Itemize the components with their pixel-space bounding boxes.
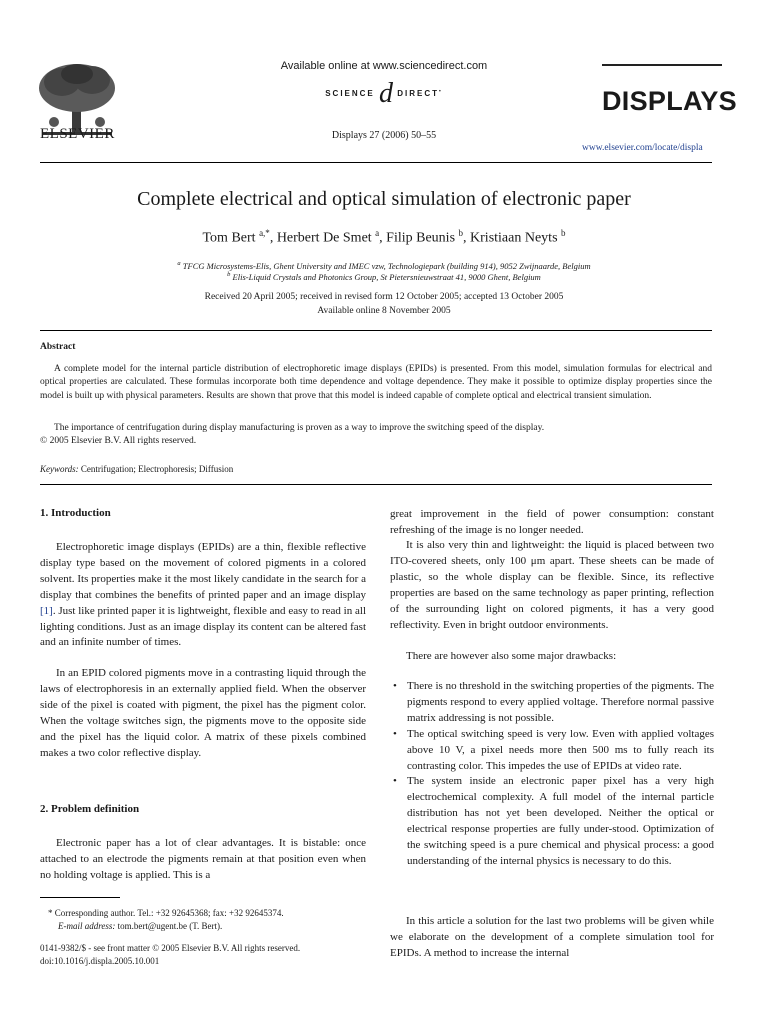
affiliation-text: TFCG Microsystems-Elis, Ghent University and IMEC vzw, Technologiepark (building 914), 9052 Zwijnaarde, Belgium	[182, 260, 591, 271]
email-label: E-mail address:	[58, 921, 116, 931]
abstract-divider	[40, 484, 712, 485]
publisher-name: ELSEVIER	[40, 126, 115, 142]
paragraph-text: great improvement in the field of power consumption: constant refreshing of the image is no longer needed.	[390, 508, 714, 536]
section-heading-problem-definition: 2. Problem definition	[40, 803, 140, 815]
keywords	[40, 464, 233, 474]
author-name: Herbert De Smet	[276, 230, 372, 246]
abstract-heading: Abstract	[40, 342, 76, 352]
list-item-text: The optical switching speed is very low. Even with applied voltages above 10 V, a pixel needs more then 500 ms to fully reach its contrasting color. This impedes the use of EPIDs at video rate.	[407, 727, 714, 772]
affiliation-text: Elis-Liquid Crystals and Photonics Group, St Pietersnieuwstraat 41, 9000 Ghent, Belgium	[232, 271, 541, 282]
sciencedirect-left: SCIENCE	[325, 89, 375, 99]
paragraph-text: There are however also some major drawbacks:	[406, 650, 617, 662]
author-name: Filip Beunis	[386, 230, 456, 246]
journal-citation: Displays 27 (2006) 50–55	[331, 130, 437, 141]
author-list: Tom Bert $^{a,*}$, Herbert De Smet $^a$, Filip Beunis $^b$, Kristiaan Neyts $^b$	[202, 228, 566, 246]
paragraph-text: Electronic paper has a lot of clear advantages. It is bistable: once attached to an electrode the pigments remain at that position even when no holding voltage is applied. This is a	[40, 837, 366, 881]
body-paragraph	[390, 538, 714, 633]
issn-line: 0141-9382/$ - see front matter © 2005 Elsevier B.V. All rights reserved.	[40, 943, 301, 953]
doi-line: doi:10.1016/j.displa.2005.10.001	[40, 956, 160, 966]
available-online-banner: Available online at www.sciencedirect.com	[280, 60, 488, 72]
body-paragraph	[390, 649, 714, 665]
abstract-paragraph: A complete model for the internal particle distribution of electrophoretic image displays (EPIDs) is presented. From this model, simulation formulas for electrical and optical properties are calculated. These formulas incorporate both time dependence and voltage dependence. They make it possible to optimize display properties since the model is built up with physical parameters. Results are shown that prove that this model is indeed capable of complete optical and electrical transient simulation.	[40, 364, 712, 401]
footnote-rule	[40, 897, 120, 898]
paragraph-text: In an EPID colored pigments move in a contrasting liquid through the laws of electrophoresis in an externally applied field. When the observer side of the pixel is coated with pigment, the pixel has the pigment color. When the voltage switches sign, the pigments move to the opposite side and the pixel has the liquid color. A matrix of these pixels combined makes a two color reflective display.	[40, 667, 366, 759]
list-item-text: There is no threshold in the switching properties of the pigments. The pigments respond to every applied voltage. Therefore normal passive matrix addressing is not possible.	[407, 680, 714, 724]
list-item-text: The system inside an electronic paper pixel has a very high electrochemical complexity. A full model of the internal particle distribution has not yet been developed. Neither the optical or electrical response properties are fully under-stood. Optimization of the switching speed is a pure chemical and physical process: a good understanding of the internal physics is necessary to do this.	[407, 775, 714, 867]
affiliation-a	[0, 260, 768, 271]
drawbacks-list	[390, 679, 714, 870]
received-dates: Received 20 April 2005; received in revised form 12 October 2005; accepted 13 October 2005	[204, 292, 564, 302]
email-address: tom.bert@ugent.be (T. Bert).	[117, 921, 223, 931]
affiliation-sup: b	[227, 271, 231, 278]
paragraph-text: It is also very thin and lightweight: the liquid is placed between two ITO-covered sheets, only 100 μm apart. These sheets can be made of plastic, so the whole display can be flexible. Since, its reflective properties are based on the same technology as paper printing, reflection of the surrounding light on colored pigments, it has a very good reflectivity. Even in bright outdoor environments.	[390, 539, 714, 631]
list-item	[390, 679, 714, 727]
paragraph-text: . Just like printed paper it is lightweight, flexible and easy to read in all lighting conditions. Just as an image display its content can be altered fast and an infinite number of times.	[40, 604, 366, 649]
journal-name: DISPLAYS	[602, 86, 737, 116]
sciencedirect-logo: SCIENCE d DIRECT•	[325, 78, 443, 109]
author-sup: a	[375, 228, 380, 238]
body-paragraph	[390, 507, 714, 539]
affiliation-sup: a	[177, 260, 181, 267]
author-name: Kristiaan Neyts	[470, 230, 558, 246]
list-item	[390, 727, 714, 775]
journal-rule	[602, 64, 722, 66]
title-divider	[40, 330, 712, 331]
corresponding-author-footnote: * Corresponding author. Tel.: +32 92645368; fax: +32 92645374.	[48, 908, 284, 918]
journal-url-link[interactable]: www.elsevier.com/locate/displa	[582, 143, 703, 153]
body-paragraph	[40, 836, 366, 884]
author-sup: b	[561, 228, 566, 238]
article-title: Complete electrical and optical simulation of electronic paper	[137, 188, 631, 210]
paragraph-text: In this article a solution for the last two problems will be given while we elaborate on the development of a complete simulation tool for EPIDs. A method to increase the internal	[390, 915, 714, 959]
header-divider	[40, 162, 712, 163]
list-item	[390, 774, 714, 869]
sciencedirect-right: DIRECT	[397, 89, 440, 99]
abstract-copyright: © 2005 Elsevier B.V. All rights reserved.	[40, 436, 197, 446]
available-online-date: Available online 8 November 2005	[317, 306, 451, 316]
bullet-icon: •	[393, 727, 397, 740]
bullet-icon: •	[393, 680, 397, 692]
body-paragraph	[40, 540, 366, 651]
body-paragraph	[40, 666, 366, 761]
citation-link[interactable]: [1]	[40, 604, 53, 617]
author-name: Tom Bert	[202, 230, 256, 246]
section-heading-introduction: 1. Introduction	[40, 507, 111, 519]
author-sup: a,*	[259, 228, 270, 238]
sciencedirect-mark-icon: d	[379, 78, 393, 109]
body-paragraph	[390, 914, 714, 962]
author-sup: b	[458, 228, 464, 238]
affiliation-b	[0, 271, 768, 282]
abstract-paragraph: The importance of centrifugation during display manufacturing is proven as a way to improve the switching speed of the display.	[54, 423, 545, 433]
keywords-list: Centrifugation; Electrophoresis; Diffusion	[80, 464, 234, 474]
bullet-icon: •	[393, 775, 397, 788]
email-footnote	[58, 920, 222, 932]
paragraph-text: Electrophoretic image displays (EPIDs) are a thin, flexible reflective display type based on the movement of colored pigments in a colored solvent. Its properties make it the most likely candidate in the search for a display that combines the benefits of printed paper and an image display	[40, 541, 366, 601]
keywords-label: Keywords:	[40, 464, 79, 474]
